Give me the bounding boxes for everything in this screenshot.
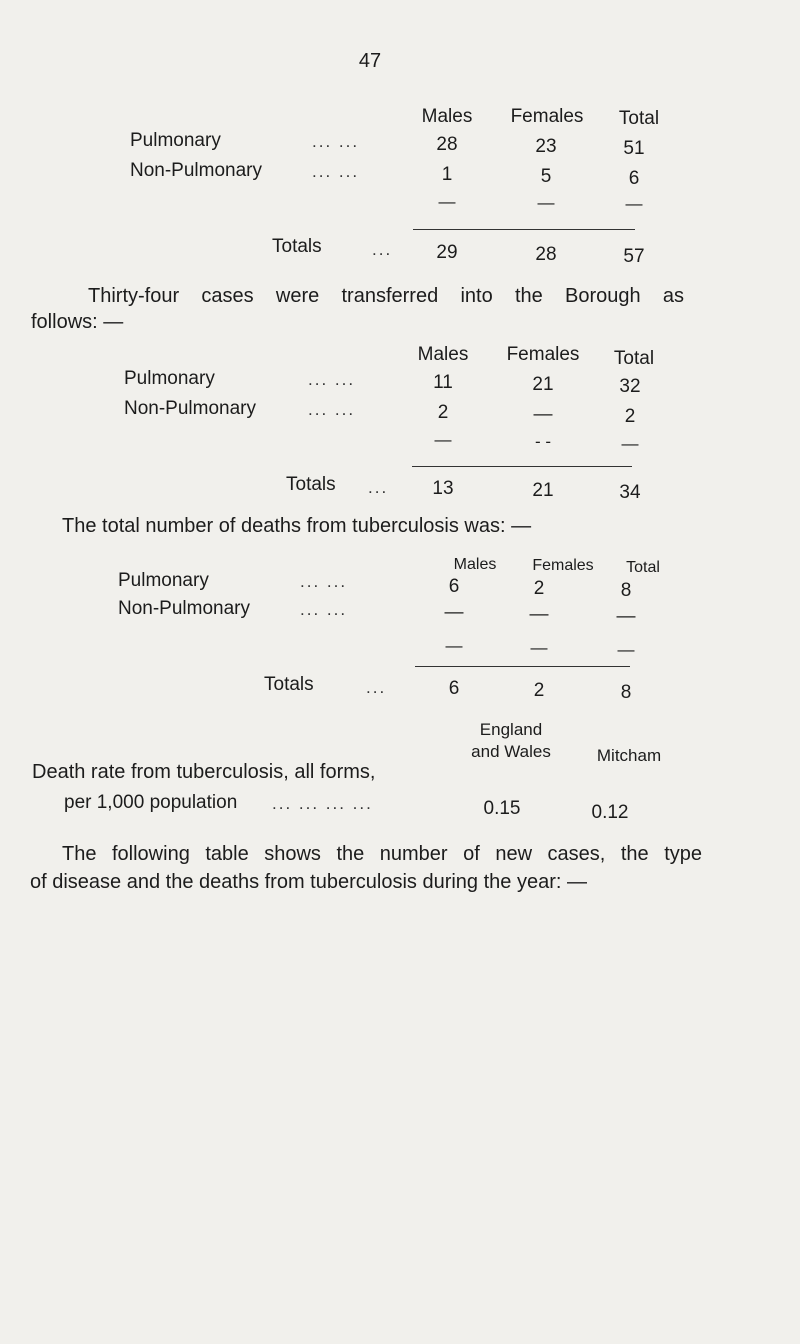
row-label: Pulmonary <box>124 368 215 389</box>
leader-dots: ... <box>372 240 393 259</box>
cell-females: 2 <box>533 578 545 599</box>
cell-males: 6 <box>448 576 460 597</box>
col-header-females: Females <box>510 106 584 127</box>
cell-males: 2 <box>437 402 449 423</box>
row-label: Non-Pulmonary <box>124 398 256 419</box>
closing-paragraph-line2: of disease and the deaths from tuberculosis during the year: — <box>30 871 587 893</box>
subtotal-dash: — <box>621 434 639 453</box>
england-wales-rate: 0.15 <box>483 798 521 819</box>
leader-dots: ... ... <box>300 600 348 619</box>
subtotal-dash: — <box>617 640 635 659</box>
cell-total: 51 <box>623 138 645 159</box>
death-rate-label-line1: Death rate from tuberculosis, all forms, <box>32 761 376 783</box>
transfer-paragraph-line1: Thirty-four cases were transferred into the Borough as <box>88 285 684 307</box>
row-label: Non-Pulmonary <box>118 598 250 619</box>
totals-label: Totals <box>264 674 314 695</box>
leader-dots: ... ... <box>312 132 360 151</box>
subtotal-dash: — <box>434 430 452 449</box>
cell-males: 1 <box>441 164 453 185</box>
cell-males: 11 <box>433 372 453 393</box>
cell-grand-total: 57 <box>623 246 645 267</box>
leader-dots: ... <box>368 478 389 497</box>
subtotal-dash: — <box>537 193 555 212</box>
col-header-total: Total <box>618 108 660 129</box>
col-header-males: Males <box>421 106 473 127</box>
cell-females: — <box>529 604 549 625</box>
deaths-paragraph: The total number of deaths from tuberculosis was: — <box>62 515 532 537</box>
col-header-females: Females <box>506 344 580 365</box>
subtotal-dash: — <box>438 192 456 211</box>
row-label: Pulmonary <box>118 570 209 591</box>
col-header-total: Total <box>626 559 660 576</box>
leader-dots: ... ... <box>308 400 356 419</box>
cell-total: 2 <box>624 406 636 427</box>
cell-total: 32 <box>619 376 641 397</box>
col-header-females: Females <box>532 557 594 574</box>
subtotal-dash: - - <box>534 432 552 451</box>
col-header-males: Males <box>417 344 469 365</box>
leader-dots: ... ... ... ... <box>272 794 373 813</box>
cell-total: 6 <box>628 168 640 189</box>
death-rate-label-line2: per 1,000 population <box>64 792 238 813</box>
subtotal-dash: — <box>625 194 643 213</box>
totals-rule <box>415 666 630 667</box>
leader-dots: ... <box>366 678 387 697</box>
cell-total: — <box>616 606 636 627</box>
closing-paragraph-line1: The following table shows the number of new cases, the type <box>62 843 702 865</box>
subtotal-dash: — <box>445 636 463 655</box>
leader-dots: ... ... <box>300 572 348 591</box>
cell-females: 5 <box>540 166 552 187</box>
cell-males-total: 13 <box>432 478 454 499</box>
cell-grand-total: 8 <box>620 682 632 703</box>
cell-females-total: 2 <box>533 680 545 701</box>
row-label: Non-Pulmonary <box>130 160 262 181</box>
cell-grand-total: 34 <box>619 482 641 503</box>
cell-females-total: 28 <box>535 244 557 265</box>
mitcham-rate: 0.12 <box>591 802 629 823</box>
row-label: Pulmonary <box>130 130 221 151</box>
col-header-wales: and Wales <box>471 742 551 761</box>
col-header-males: Males <box>453 556 497 573</box>
col-header-mitcham: Mitcham <box>596 746 662 765</box>
page-number: 47 <box>358 50 382 72</box>
cell-females: — <box>533 404 553 425</box>
cell-males: — <box>444 602 464 623</box>
subtotal-dash: — <box>530 638 548 657</box>
cell-females: 21 <box>532 374 554 395</box>
transfer-paragraph-line2: follows: — <box>31 311 124 333</box>
leader-dots: ... ... <box>308 370 356 389</box>
col-header-england: England <box>479 720 543 739</box>
cell-females-total: 21 <box>532 480 554 501</box>
cell-females: 23 <box>535 136 557 157</box>
cell-males-total: 6 <box>448 678 460 699</box>
cell-total: 8 <box>620 580 632 601</box>
totals-rule <box>413 229 635 230</box>
cell-males: 28 <box>436 134 458 155</box>
totals-rule <box>412 466 632 467</box>
totals-label: Totals <box>286 474 336 495</box>
leader-dots: ... ... <box>312 162 360 181</box>
totals-label: Totals <box>272 236 322 257</box>
col-header-total: Total <box>613 348 655 369</box>
cell-males-total: 29 <box>436 242 458 263</box>
